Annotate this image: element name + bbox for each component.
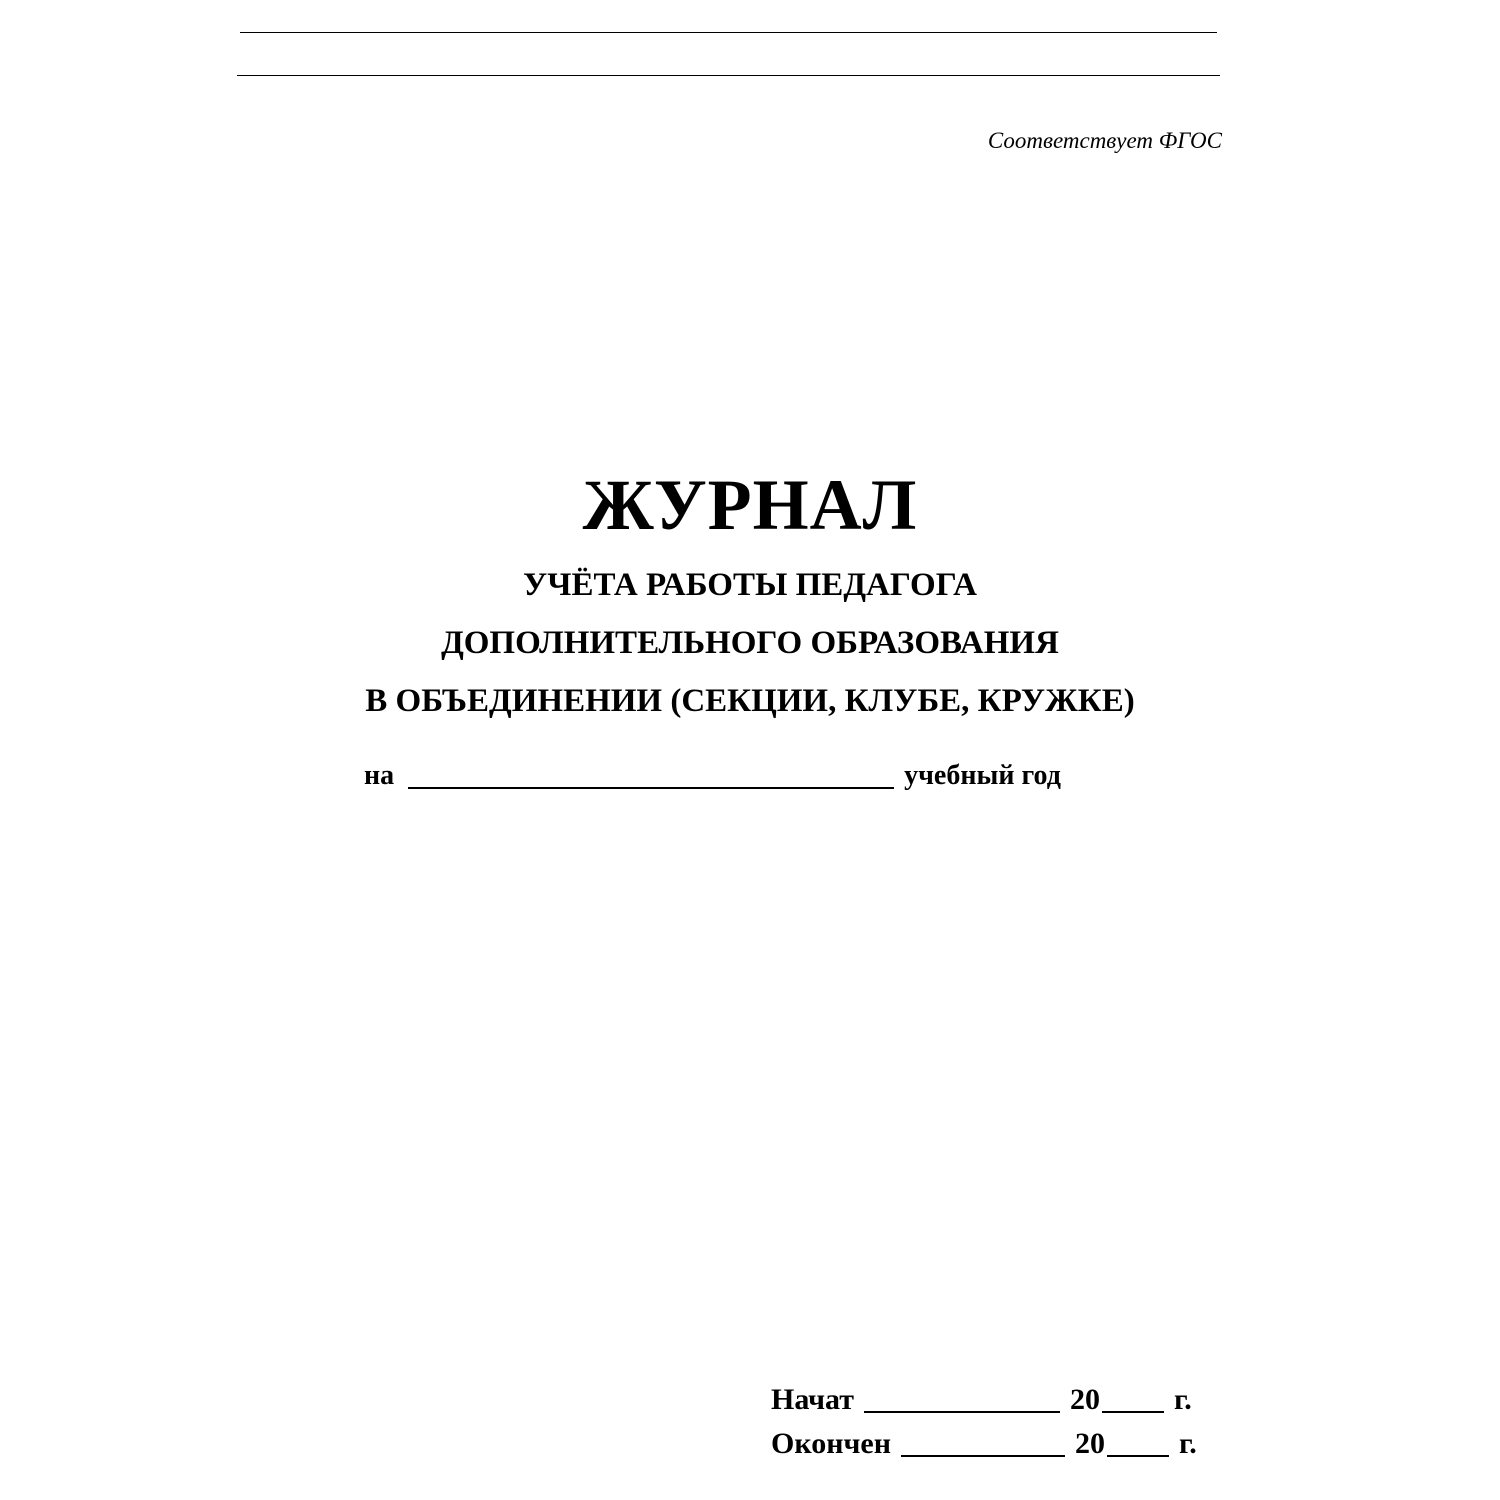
started-row bbox=[771, 1373, 1197, 1417]
top-rule-1 bbox=[240, 32, 1217, 33]
started-label: Начат bbox=[771, 1383, 855, 1416]
ended-row bbox=[771, 1417, 1197, 1461]
title-block bbox=[0, 460, 1500, 730]
academic-year-line bbox=[364, 760, 1061, 792]
ended-date-blank[interactable] bbox=[901, 1429, 1065, 1457]
started-year-abbr: г. bbox=[1174, 1383, 1192, 1416]
started-year-blank[interactable] bbox=[1102, 1385, 1164, 1413]
year-prefix: на bbox=[364, 760, 395, 791]
subtitle-line-1: УЧЁТА РАБОТЫ ПЕДАГОГА bbox=[523, 567, 977, 603]
ended-century: 20 bbox=[1075, 1427, 1106, 1460]
subtitle-line-3: В ОБЪЕДИНЕНИИ (СЕКЦИИ, КЛУБЕ, КРУЖКЕ) bbox=[365, 683, 1135, 719]
started-date-blank[interactable] bbox=[864, 1385, 1060, 1413]
compliance-note: Соответствует ФГОС bbox=[987, 128, 1222, 153]
main-title: ЖУРНАЛ bbox=[582, 465, 918, 545]
dates-block bbox=[771, 1373, 1197, 1461]
academic-year-blank[interactable] bbox=[408, 761, 894, 789]
year-suffix: учебный год bbox=[904, 760, 1061, 791]
subtitle-line-2: ДОПОЛНИТЕЛЬНОГО ОБРАЗОВАНИЯ bbox=[441, 625, 1059, 661]
ended-label: Окончен bbox=[771, 1427, 892, 1460]
started-century: 20 bbox=[1070, 1383, 1101, 1416]
ended-year-abbr: г. bbox=[1179, 1427, 1197, 1460]
ended-year-blank[interactable] bbox=[1107, 1429, 1169, 1457]
top-rule-2 bbox=[237, 75, 1220, 76]
